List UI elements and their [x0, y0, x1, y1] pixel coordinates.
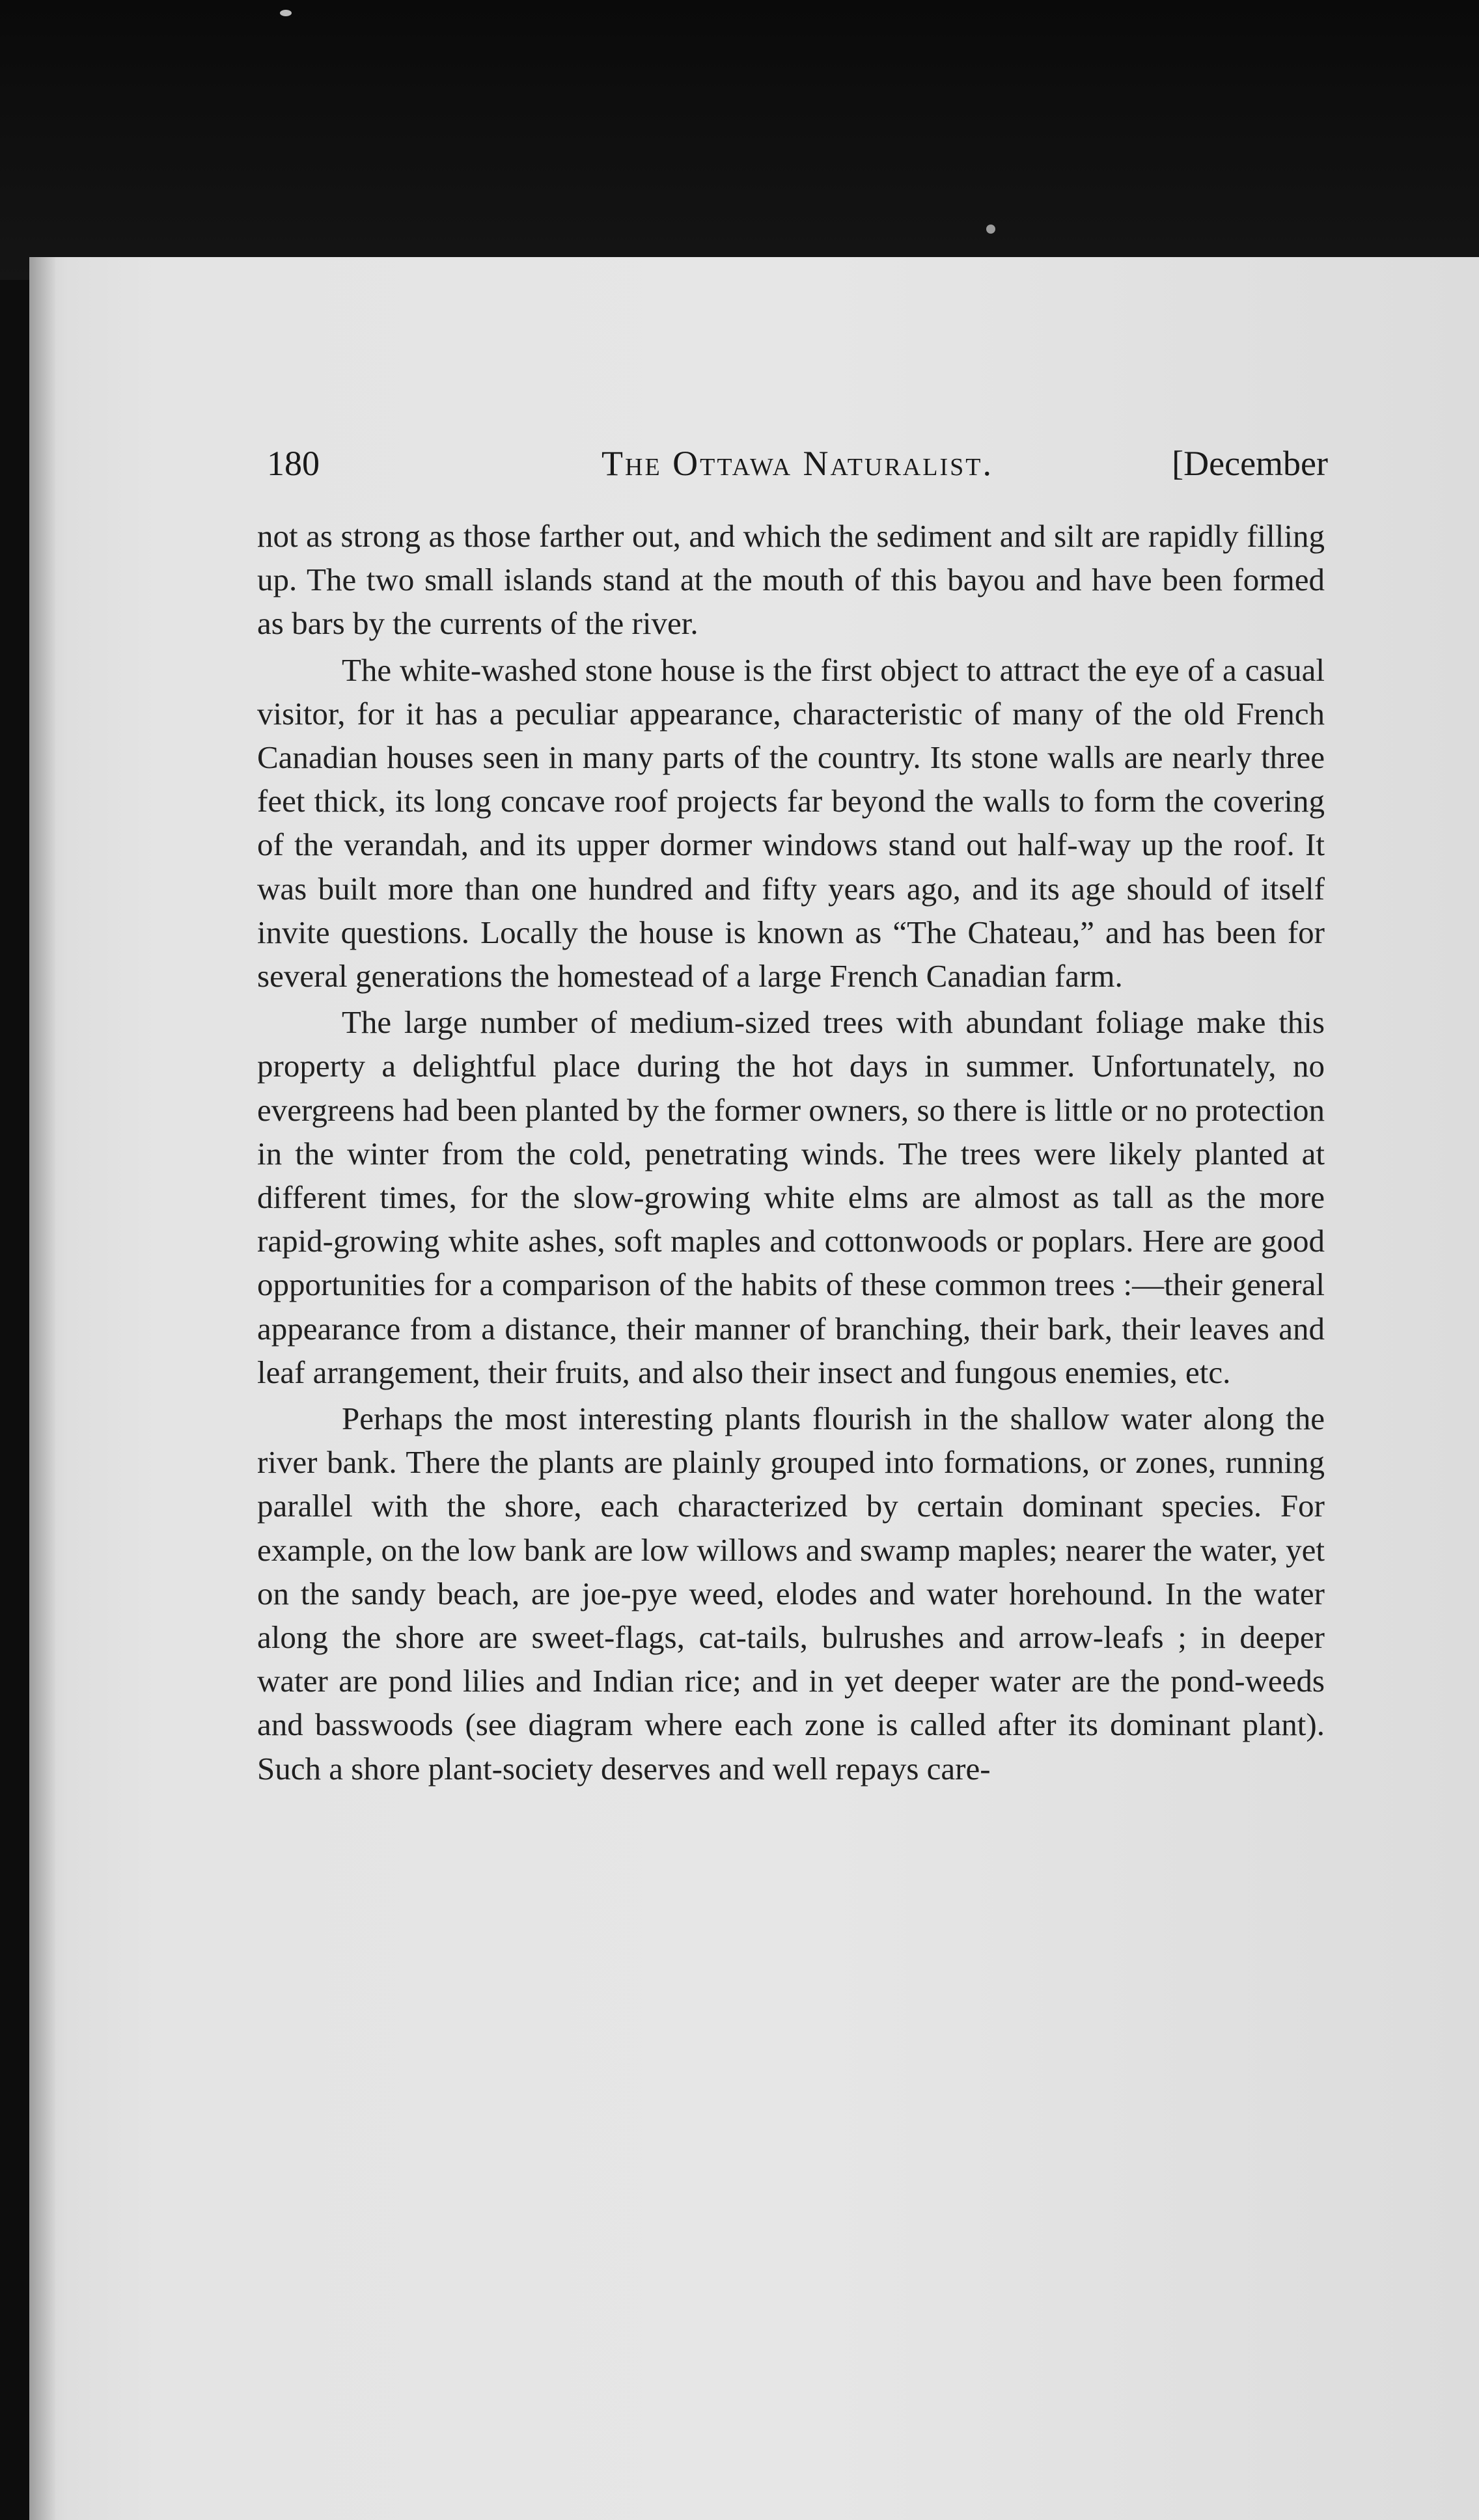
- paragraph: The white-washed stone house is the first object to attract the eye of a casual visitor, for it has a peculiar appearance, characteristic of many of the old French Canadian houses seen in many parts of the country. Its stone walls are nearly three feet thick, its long concave roof projects far beyond the walls to form the covering of the verandah, and its upper dormer windows stand out half-way up the roof. It was built more than one hundred and fifty years ago, and its age should of itself invite questions. Locally the house is known as “The Chateau,” and has been for several generations the homestead of a large French Canadian farm.: [257, 651, 1325, 994]
- paragraph: Perhaps the most interesting plants flourish in the shallow water along the river bank. There the plants are plainly grouped into formations, or zones, running parallel with the shore, each characterized by certain dominant species. For example, on the low bank are low willows and swamp maples; nearer the water, yet on the sandy beach, are joe-pye weed, elodes and water horehound. In the water along the shore are sweet-flags, cat-tails, bulrushes and arrow-leafs ; in deeper water are pond lilies and Indian rice; and in yet deeper water are the pond-weeds and basswoods (see diagram where each zone is called after its dominant plant). Such a shore plant-society deserves and well repays care-: [257, 1401, 1325, 1787]
- page-header: [267, 437, 1328, 489]
- dark-background: [0, 0, 1479, 280]
- dust-speck: [280, 10, 292, 16]
- paragraph: not as strong as those farther out, and which the sediment and silt are rapidly filling up. The two small islands stand at the mouth of this bayou and have been formed as bars by the currents of the river.: [257, 518, 1325, 642]
- running-title: The Ottawa Naturalist.: [601, 444, 993, 483]
- paragraph: The large number of medium-sized trees with abundant foliage make this property a delightful place during the hot days in summer. Unfortunately, no evergreens had been planted by the former owners, so there is little or no protection in the winter from the cold, penetrating winds. The trees were likely planted at different times, for the slow-growing white elms are almost as tall as the more rapid-growing white ashes, soft maples and cottonwoods or poplars. Here are good opportunities for a comparison of the habits of these common trees :—their general appearance from a distance, their manner of branching, their bark, their leaves and leaf arrangement, their fruits, and also their insect and fungous enemies, etc.: [257, 1004, 1325, 1390]
- page-number: 180: [267, 444, 320, 483]
- page-edge-shadow: [29, 257, 55, 2520]
- article-body: [257, 514, 1325, 1793]
- dust-speck: [986, 225, 995, 234]
- header-month: [December: [1172, 444, 1328, 483]
